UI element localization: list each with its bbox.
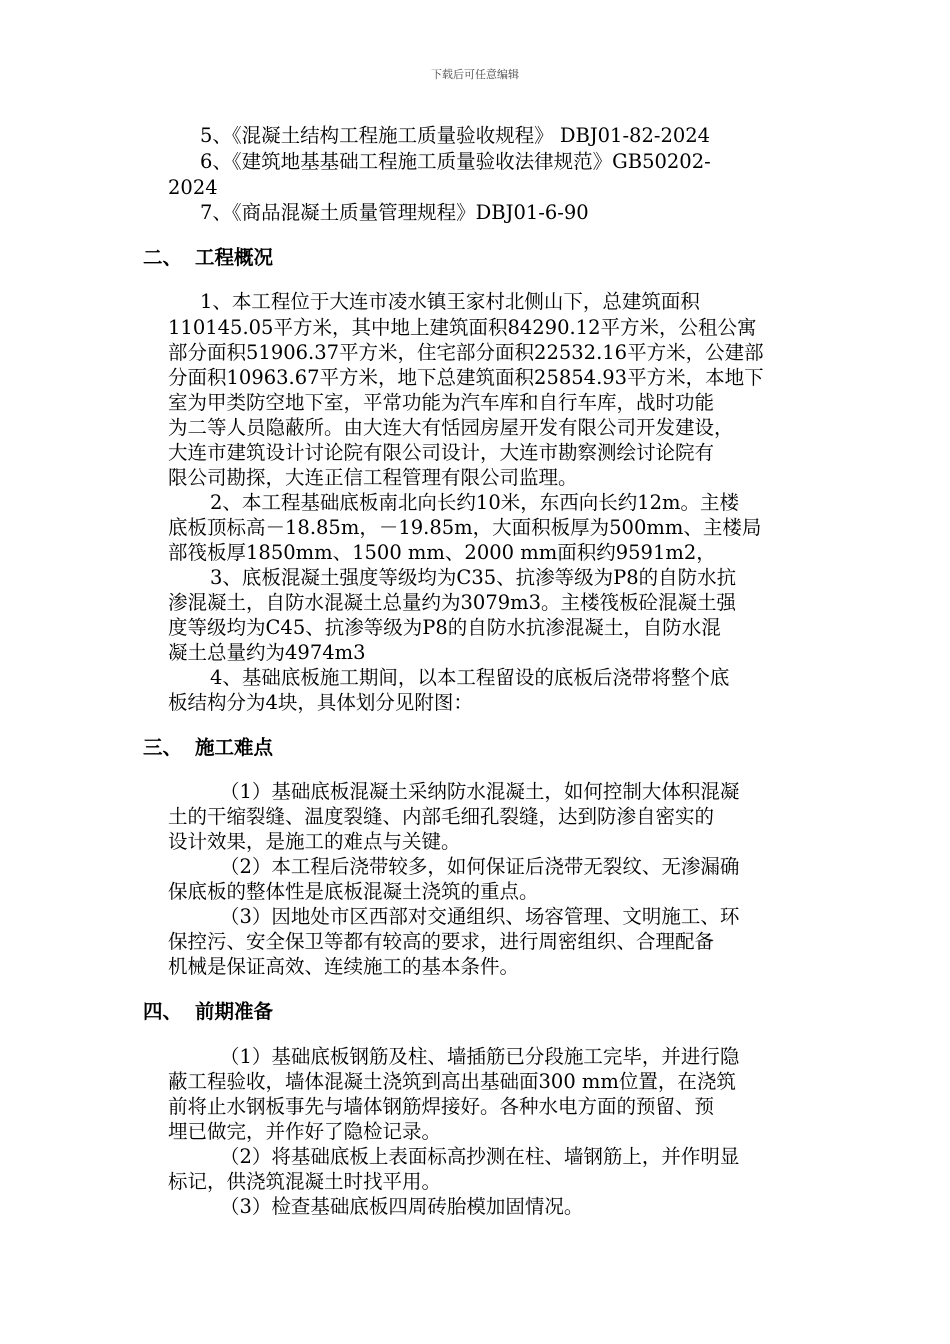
- page-header-note: 下载后可任意编辑: [431, 68, 519, 81]
- paragraph-line: 110145.05平方米，其中地上建筑面积84290.12平方米，公租公寓: [168, 316, 757, 339]
- paragraph-line: 1、本工程位于大连市凌水镇王家村北侧山下，总建筑面积: [200, 290, 700, 313]
- paragraph-line: （2）将基础底板上表面标高抄测在柱、墙钢筋上，并作明显: [220, 1145, 740, 1168]
- section-number: 三、: [143, 736, 183, 759]
- section-heading-difficulties: [143, 736, 273, 760]
- paragraph-line: 板结构分为4块，具体划分见附图：: [168, 691, 473, 714]
- paragraph-line: 蔽工程验收，墙体混凝土浇筑到高出基础面300 mm位置，在浇筑: [168, 1070, 736, 1093]
- paragraph-line: 室为甲类防空地下室，平常功能为汽车库和自行车库，战时功能: [168, 391, 715, 414]
- paragraph-line: 埋已做完，并作好了隐检记录。: [168, 1120, 442, 1143]
- paragraph-line: （3）因地处市区西部对交通组织、场容管理、文明施工、环: [220, 905, 740, 928]
- paragraph-line: （3）检查基础底板四周砖胎模加固情况。: [220, 1195, 584, 1218]
- section-heading-preparation: [143, 1000, 273, 1024]
- section-number: 二、: [143, 246, 183, 269]
- paragraph-line: 2、本工程基础底板南北向长约10米，东西向长约12m。主楼: [210, 491, 740, 514]
- paragraph-line: 部分面积51906.37平方米，住宅部分面积22532.16平方米，公建部: [168, 341, 764, 364]
- reference-item: 5、《混凝土结构工程施工质量验收规程》 DBJ01-82-2024: [200, 124, 711, 147]
- reference-item: 7、《商品混凝土质量管理规程》DBJ01-6-90: [200, 201, 589, 224]
- paragraph-line: 设计效果，是施工的难点与关键。: [168, 830, 461, 853]
- reference-item-continuation: 2024: [168, 176, 218, 199]
- paragraph-line: （1）基础底板钢筋及柱、墙插筋已分段施工完毕，并进行隐: [220, 1045, 740, 1068]
- paragraph-line: （1）基础底板混凝土采纳防水混凝土，如何控制大体积混凝: [220, 780, 740, 803]
- section-number: 四、: [143, 1000, 183, 1023]
- section-title: 前期准备: [195, 1000, 274, 1023]
- paragraph-line: 保控污、安全保卫等都有较高的要求，进行周密组织、合理配备: [168, 930, 715, 953]
- paragraph-line: 土的干缩裂缝、温度裂缝、内部毛细孔裂缝，达到防渗自密实的: [168, 805, 715, 828]
- paragraph-line: 大连市建筑设计讨论院有限公司设计，大连市勘察测绘讨论院有: [168, 441, 715, 464]
- paragraph-line: 为二等人员隐蔽所。由大连大有恬园房屋开发有限公司开发建设，: [168, 416, 734, 439]
- paragraph-line: 凝土总量约为4974m3: [168, 641, 366, 664]
- paragraph-line: 分面积10963.67平方米，地下总建筑面积25854.93平方米，本地下: [168, 366, 764, 389]
- paragraph-line: 机械是保证高效、连续施工的基本条件。: [168, 955, 520, 978]
- reference-item: 6、《建筑地基基础工程施工质量验收法律规范》GB50202-: [200, 150, 711, 173]
- section-heading-overview: [143, 246, 273, 270]
- paragraph-line: 底板顶标高－18.85m，－19.85m，大面积板厚为500mm、主楼局: [168, 516, 762, 539]
- paragraph-line: （2）本工程后浇带较多，如何保证后浇带无裂纹、无渗漏确: [220, 855, 740, 878]
- section-title: 工程概况: [195, 246, 274, 269]
- paragraph-line: 前将止水钢板事先与墙体钢筋焊接好。各种水电方面的预留、预: [168, 1095, 715, 1118]
- paragraph-line: 保底板的整体性是底板混凝土浇筑的重点。: [168, 880, 539, 903]
- paragraph-line: 3、底板混凝土强度等级均为C35、抗渗等级为P8的自防水抗: [210, 566, 737, 589]
- paragraph-line: 4、基础底板施工期间，以本工程留设的底板后浇带将整个底: [210, 666, 730, 689]
- section-title: 施工难点: [195, 736, 274, 759]
- paragraph-line: 限公司勘探，大连正信工程管理有限公司监理。: [168, 466, 578, 489]
- paragraph-line: 标记，供浇筑混凝土时找平用。: [168, 1170, 442, 1193]
- paragraph-line: 部筏板厚1850mm、1500 mm、2000 mm面积约9591m2，: [168, 541, 716, 564]
- paragraph-line: 度等级均为C45、抗渗等级为P8的自防水抗渗混凝土，自防水混: [168, 616, 721, 639]
- paragraph-line: 渗混凝土，自防水混凝土总量约为3079m3。主楼筏板砼混凝土强: [168, 591, 737, 614]
